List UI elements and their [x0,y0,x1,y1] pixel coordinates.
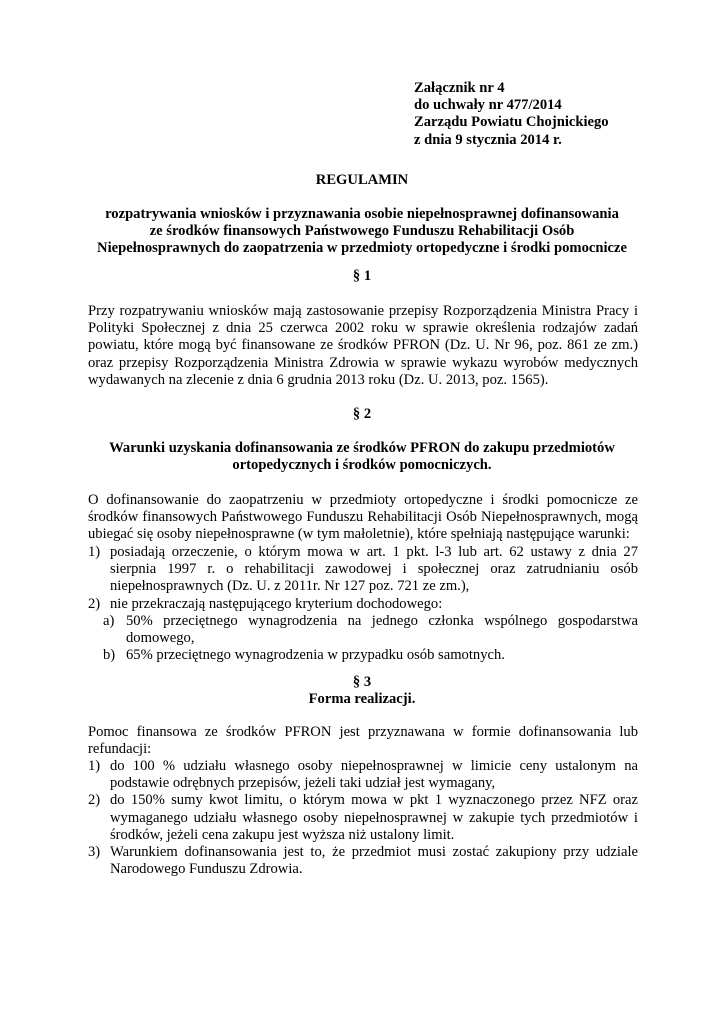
list-item-text: do 100 % udziału własnego osoby niepełnosprawnej w limicie ceny ustalonym na podstawie odrębnych przepisów, jeżeli taki udział jest wymagany, [110,758,638,792]
sub-list-item [88,613,638,647]
subtitle-line-3: Niepełnosprawnych do zaopatrzenia w przedmioty ortopedyczne i środki pomocnicze [97,240,627,257]
sub-list-item-text: 65% przeciętnego wynagrodzenia w przypadku osób samotnych. [126,647,505,664]
document-subtitle [60,206,664,258]
sub-list-item-text: 50% przeciętnego wynagrodzenia na jednego członka wspólnego gospodarstwa domowego, [126,612,638,647]
section-3-list [88,758,638,878]
list-item [88,596,638,613]
section-2-list [88,544,638,664]
list-item-number: 1) [88,758,101,774]
annex-line-4: z dnia 9 stycznia 2014 r. [414,131,562,148]
list-item-text: posiadają orzeczenie, o którym mowa w art. 1 pkt. l-3 lub art. 62 ustawy z dnia 27 sierpnia 1997 r. o rehabilitacji zawodowej i społecznej oraz zatrudnianiu osób niepełnosprawnych (Dz. U. z 2011r. Nr 127 poz. 721 ze zm.), [110,544,638,595]
list-item [88,792,638,844]
list-item-number: 2) [88,792,101,809]
list-item-text: do 150% sumy kwot limitu, o którym mowa w pkt 1 wyznaczonego przez NFZ oraz wymaganego udziału własnego osoby niepełnosprawnej w zakupie tych przedmiotów i środków, jeżeli cena zakupu jest wyższa niż ustalony limit. [110,792,638,843]
section-2-subheading-line-2: ortopedycznych i środków pomocniczych. [232,457,492,474]
list-item-number: 2) [88,595,101,612]
section-3-heading: § 3 [352,674,372,690]
section-3-subheading: Forma realizacji. [308,691,416,707]
section-3-intro: Pomoc finansowa ze środków PFRON jest przyznawana w formie dofinansowania lub refundacji: [88,724,638,758]
annex-header [414,80,714,149]
subtitle-line-2: ze środków finansowych Państwowego Funduszu Rehabilitacji Osób [149,223,575,240]
list-item [88,844,638,878]
section-1-heading: § 1 [352,268,372,284]
annex-line-3: Zarządu Powiatu Chojnickiego [414,114,609,131]
sub-list-item-letter: a) [103,612,115,629]
annex-line-2: do uchwały nr 477/2014 [414,97,562,114]
sub-list-item [88,647,638,664]
list-item [88,544,638,596]
section-2-intro: O dofinansowanie do zaopatrzeniu w przedmioty ortopedyczne i środki pomocnicze ze środków finansowych Państwowego Funduszu Rehabilitacji Osób Niepełnosprawnych, mogą ubiegać się osoby niepełnosprawne (w tym małoletnie), które spełniają następujące warunki: [88,492,638,543]
subtitle-line-1: rozpatrywania wniosków i przyznawania osobie niepełnosprawnej dofinansowania [105,206,619,222]
list-item-text: nie przekraczają następującego kryterium dochodowego: [110,595,443,612]
document-title: REGULAMIN [315,172,409,188]
section-2-subheading [60,440,664,474]
annex-line-1: Załącznik nr 4 [414,80,505,96]
list-item-number: 1) [88,544,101,560]
list-item-number: 3) [88,844,101,861]
section-1-paragraph: Przy rozpatrywaniu wniosków mają zastosowanie przepisy Rozporządzenia Ministra Pracy i Polityki Społecznej z dnia 25 czerwca 2002 roku w sprawie określenia rodzajów zadań powiatu, które mogą być finansowane ze środków PFRON (Dz. U. Nr 96, poz. 861 ze zm.) oraz przepisy Rozporządzenia Ministra Zdrowia w sprawie wykazu wyrobów medycznych wydawanych na zlecenie z dnia 6 grudnia 2013 roku (Dz. U. 2013, poz. 1565). [88,303,638,388]
section-2-subheading-line-1: Warunki uzyskania dofinansowania ze środków PFRON do zakupu przedmiotów [109,440,615,456]
section-2-heading: § 2 [352,406,372,422]
sub-list-item-letter: b) [103,647,116,664]
list-item [88,758,638,792]
list-item-text: Warunkiem dofinansowania jest to, że przedmiot musi zostać zakupiony przy udziale Narodowego Funduszu Zdrowia. [110,844,638,878]
